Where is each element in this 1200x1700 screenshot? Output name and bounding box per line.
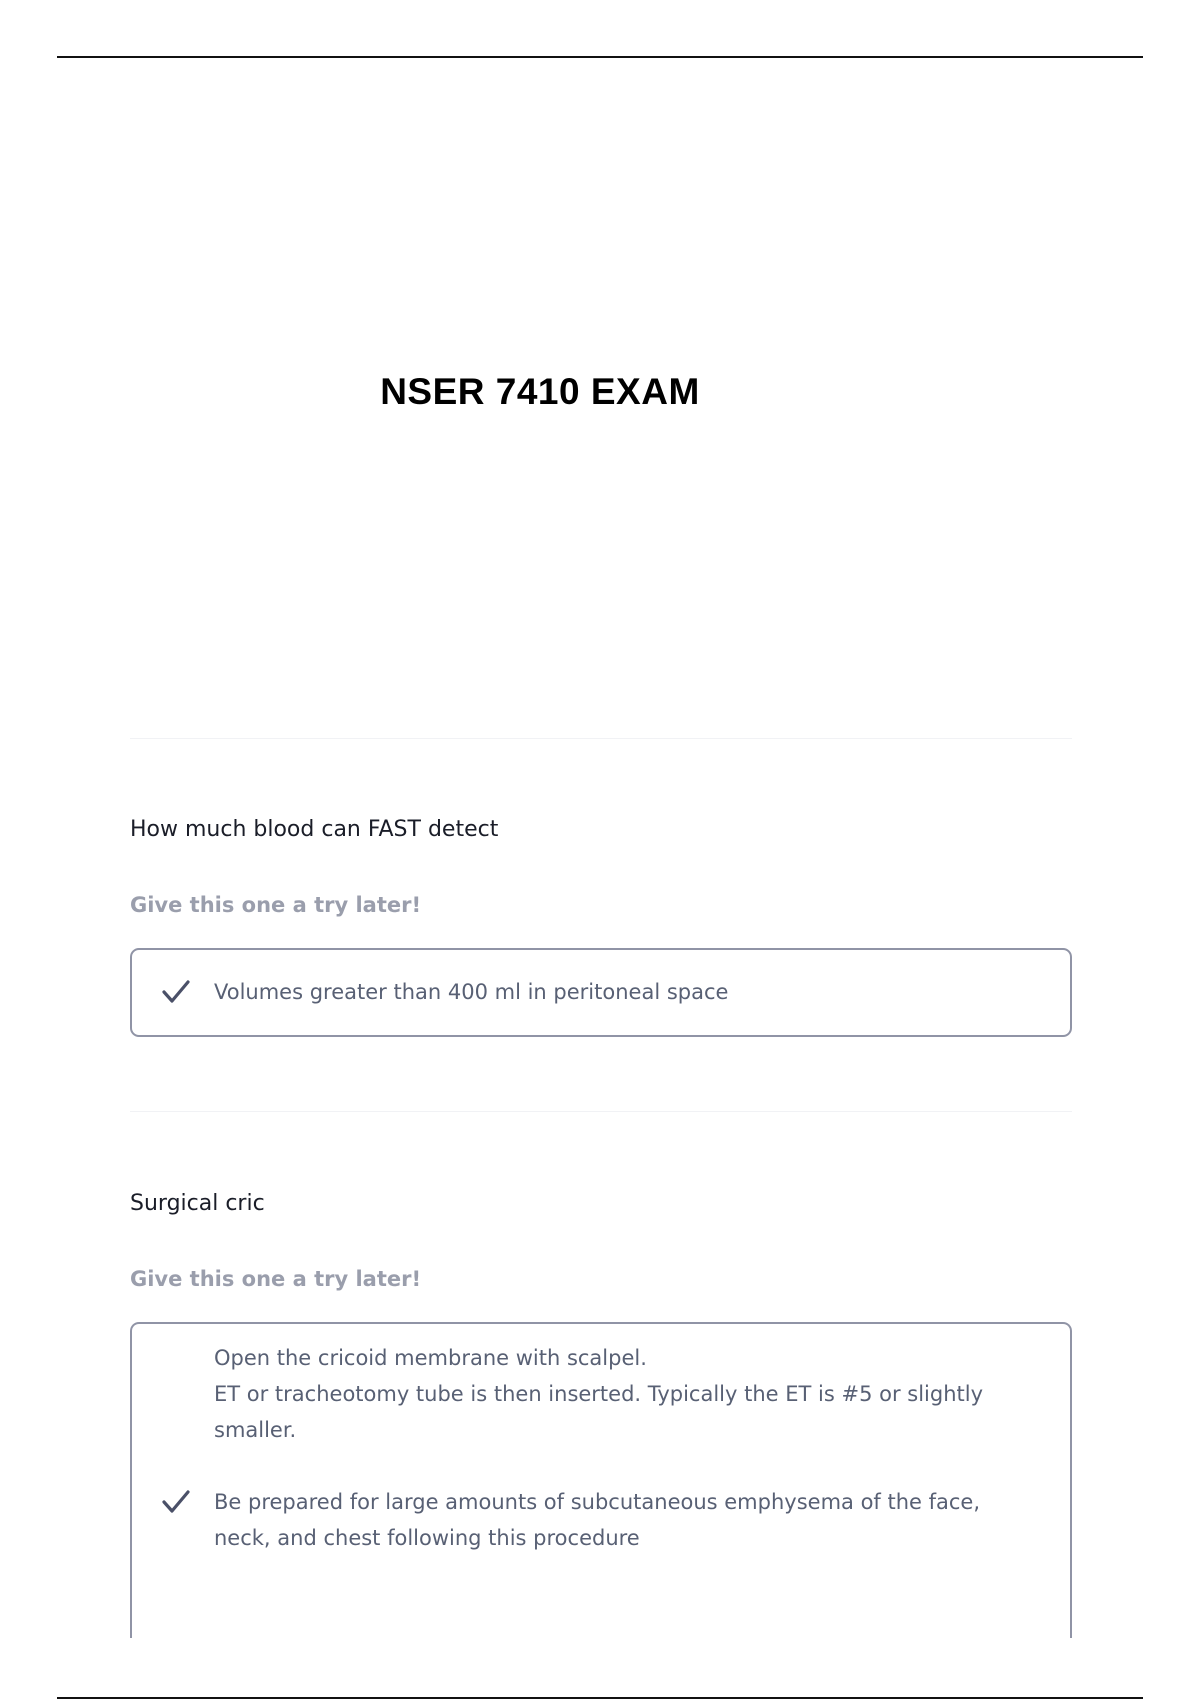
answer-text bbox=[214, 974, 768, 1010]
card-term: How much blood can FAST detect bbox=[130, 817, 499, 842]
answer-box[interactable] bbox=[130, 1322, 1072, 1638]
page-bottom-rule bbox=[57, 1697, 1143, 1699]
answer-line: Open the cricoid membrane with scalpel. bbox=[214, 1346, 647, 1370]
answer-line: smaller. bbox=[214, 1418, 297, 1442]
flashcard bbox=[130, 815, 1072, 1037]
document-title: NSER 7410 EXAM bbox=[380, 371, 700, 412]
answer-row bbox=[132, 1340, 1070, 1484]
card-divider bbox=[130, 1111, 1072, 1112]
card-divider bbox=[130, 738, 1072, 739]
answer-text bbox=[214, 1340, 1023, 1484]
flashcard bbox=[130, 1189, 1072, 1638]
card-term: Surgical cric bbox=[130, 1191, 265, 1216]
answer-box[interactable] bbox=[130, 948, 1072, 1037]
answer-gap bbox=[214, 1448, 983, 1484]
answer-row bbox=[132, 974, 1070, 1010]
answer-line: ET or tracheotomy tube is then inserted. Typically the ET is #5 or slightly bbox=[214, 1382, 984, 1406]
answer-line: Be prepared for large amounts of subcutaneous emphysema of the face, bbox=[214, 1490, 981, 1514]
answer-row bbox=[132, 1484, 1070, 1556]
icon-spacer bbox=[158, 1340, 194, 1376]
answer-line: neck, and chest following this procedure bbox=[214, 1526, 640, 1550]
answer-text bbox=[214, 1484, 1020, 1556]
checkmark-icon bbox=[158, 1484, 194, 1520]
card-hint: Give this one a try later! bbox=[130, 1267, 422, 1291]
checkmark-icon bbox=[158, 974, 194, 1010]
card-hint: Give this one a try later! bbox=[130, 893, 422, 917]
answer-line: Volumes greater than 400 ml in peritoneal space bbox=[214, 980, 729, 1004]
page-top-rule bbox=[57, 56, 1143, 58]
